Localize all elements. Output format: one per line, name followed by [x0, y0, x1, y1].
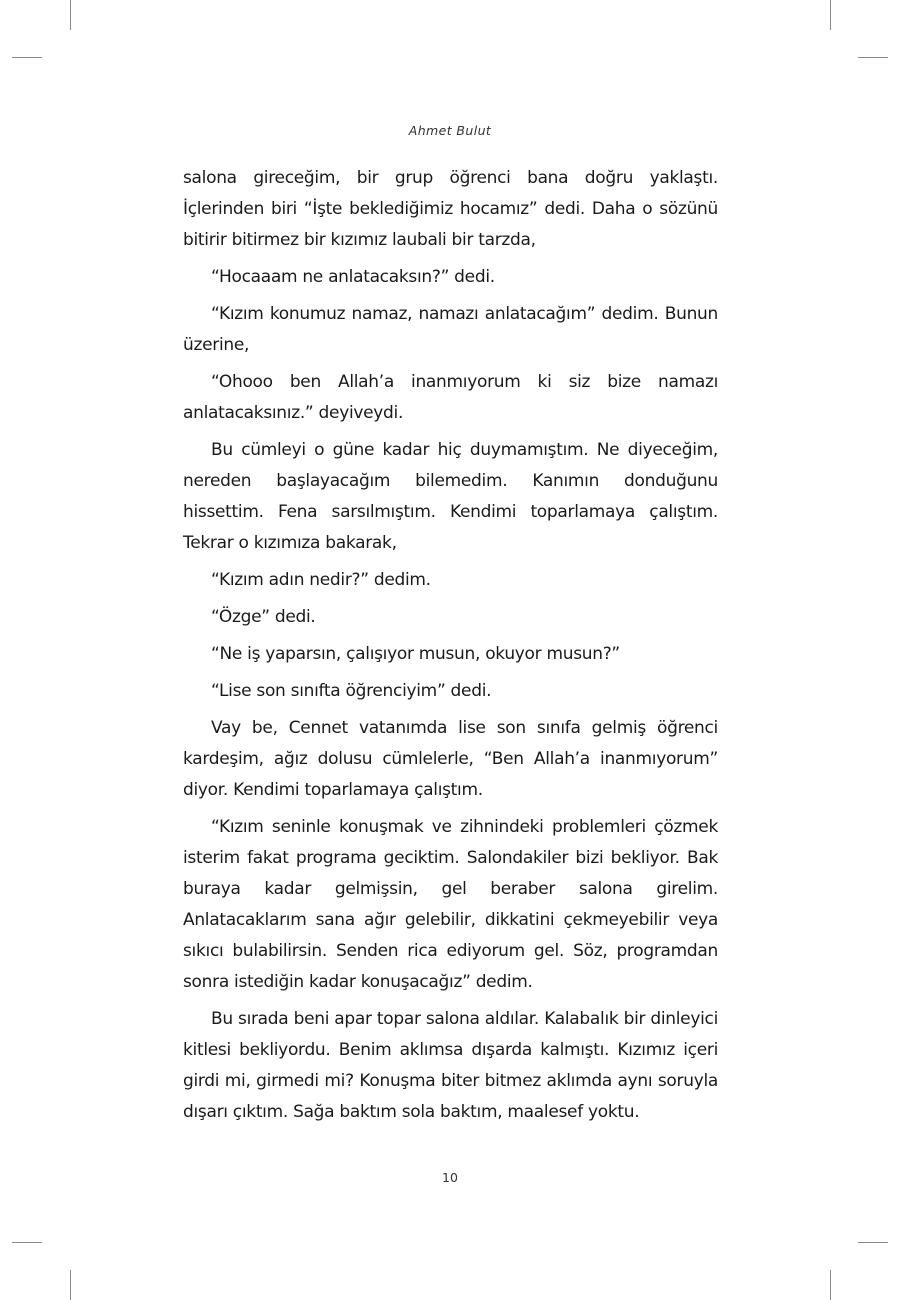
- crop-mark: [858, 1242, 888, 1243]
- page-number: 10: [442, 1170, 458, 1185]
- paragraph: “Ohooo ben Allah’a inanmıyorum ki siz bize namazı anlatacaksınız.” deyiveydi.: [183, 372, 718, 423]
- paragraph: Bu cümleyi o güne kadar hiç duymamıştım. Ne diyeceğim, nereden başlayacağım bilemedim. Kanımın donduğunu hissettim. Fena sarsılmıştım. Kendimi toparlamaya çalıştım. Tekrar o kızımıza bakarak,: [183, 440, 718, 553]
- paragraph: “Ne iş yaparsın, çalışıyor musun, okuyor musun?”: [211, 644, 620, 664]
- paragraph: “Özge” dedi.: [211, 607, 316, 627]
- paragraph: Bu sırada beni apar topar salona aldılar. Kalabalık bir dinleyici kitlesi bekliyordu. Benim aklımsa dışarda kalmıştı. Kızımız içeri girdi mi, girmedi mi? Konuşma biter bitmez aklımda aynı soruyla dışarı çıktım. Sağa baktım sola baktım, maalesef yoktu.: [183, 1009, 718, 1122]
- crop-mark: [70, 1270, 71, 1300]
- paragraph: “Kızım adın nedir?” dedim.: [211, 570, 431, 590]
- crop-mark: [70, 0, 71, 30]
- paragraph: Vay be, Cennet vatanımda lise son sınıfa gelmiş öğrenci kardeşim, ağız dolusu cümlelerle, “Ben Allah’a inanmıyorum” diyor. Kendimi toparlamaya çalıştım.: [183, 718, 718, 800]
- paragraph: salona gireceğim, bir grup öğrenci bana doğru yaklaştı. İçlerinden biri “İşte beklediğimiz hocamız” dedi. Daha o sözünü bitirir bitirmez bir kızımız laubali bir tarzda,: [183, 168, 718, 250]
- paragraph: “Lise son sınıfta öğrenciyim” dedi.: [211, 681, 492, 701]
- crop-mark: [830, 1270, 831, 1300]
- paragraph: “Kızım seninle konuşmak ve zihnindeki problemleri çözmek isterim fakat programa geciktim. Salondakiler bizi bekliyor. Bak buraya kadar gelmişsin, gel beraber salona girelim. Anlatacaklarım sana ağır gelebilir, dikkatini çekmeyebilir veya sıkıcı bulabilirsin. Senden rica ediyorum gel. Söz, programdan sonra istediğin kadar konuşacağız” dedim.: [183, 817, 718, 992]
- crop-mark: [858, 57, 888, 58]
- body-text: [183, 163, 718, 1134]
- crop-mark: [12, 57, 42, 58]
- paragraph: “Hocaaam ne anlatacaksın?” dedi.: [211, 267, 495, 287]
- paragraph: “Kızım konumuz namaz, namazı anlatacağım” dedim. Bunun üzerine,: [183, 304, 718, 355]
- crop-mark: [830, 0, 831, 30]
- running-header-author: Ahmet Bulut: [408, 123, 492, 138]
- crop-mark: [12, 1242, 42, 1243]
